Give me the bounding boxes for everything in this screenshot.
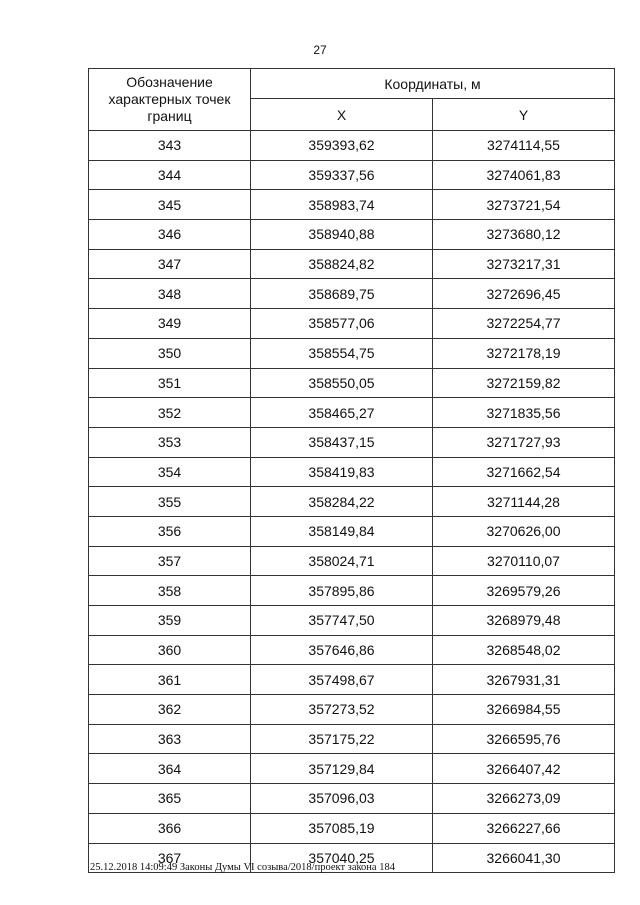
table-row — [89, 576, 615, 606]
cell-point: 357 — [89, 546, 251, 576]
cell-x: 358419,83 — [251, 457, 433, 487]
table-row — [89, 190, 615, 220]
table-row — [89, 784, 615, 814]
cell-point: 367 — [89, 843, 251, 873]
cell-x: 357175,22 — [251, 724, 433, 754]
footer-stamp: 25.12.2018 14:09:49 Законы Думы VI созыва/2018/проект закона 184 — [90, 862, 395, 873]
cell-x: 358983,74 — [251, 190, 433, 220]
cell-y: 3273721,54 — [433, 190, 615, 220]
cell-x: 357096,03 — [251, 784, 433, 814]
cell-y: 3268979,48 — [433, 606, 615, 636]
cell-x: 357040,25 — [251, 843, 433, 873]
cell-point: 346 — [89, 220, 251, 250]
table-row — [89, 724, 615, 754]
cell-point: 351 — [89, 368, 251, 398]
cell-y: 3271727,93 — [433, 427, 615, 457]
table-row — [89, 665, 615, 695]
cell-point: 343 — [89, 131, 251, 161]
cell-point: 364 — [89, 754, 251, 784]
cell-x: 358437,15 — [251, 427, 433, 457]
cell-y: 3268548,02 — [433, 635, 615, 665]
cell-x: 358465,27 — [251, 398, 433, 428]
table-row — [89, 220, 615, 250]
header-y: Y — [433, 99, 615, 131]
cell-x: 359337,56 — [251, 160, 433, 190]
cell-y: 3273680,12 — [433, 220, 615, 250]
cell-point: 363 — [89, 724, 251, 754]
cell-point: 349 — [89, 309, 251, 339]
table-row — [89, 606, 615, 636]
cell-x: 357273,52 — [251, 695, 433, 725]
cell-point: 350 — [89, 338, 251, 368]
header-designation: Обозначение характерных точек границ — [89, 69, 251, 131]
table-row — [89, 309, 615, 339]
cell-point: 361 — [89, 665, 251, 695]
header-x: X — [251, 99, 433, 131]
cell-point: 354 — [89, 457, 251, 487]
table-row — [89, 546, 615, 576]
cell-y: 3266984,55 — [433, 695, 615, 725]
cell-y: 3274114,55 — [433, 131, 615, 161]
cell-x: 358689,75 — [251, 279, 433, 309]
cell-y: 3272159,82 — [433, 368, 615, 398]
cell-x: 358284,22 — [251, 487, 433, 517]
table-row — [89, 249, 615, 279]
table-row — [89, 695, 615, 725]
cell-y: 3271662,54 — [433, 457, 615, 487]
cell-x: 358940,88 — [251, 220, 433, 250]
cell-x: 358149,84 — [251, 516, 433, 546]
cell-y: 3266595,76 — [433, 724, 615, 754]
cell-x: 358024,71 — [251, 546, 433, 576]
cell-y: 3266407,42 — [433, 754, 615, 784]
cell-x: 358577,06 — [251, 309, 433, 339]
cell-x: 357129,84 — [251, 754, 433, 784]
table-row — [89, 516, 615, 546]
cell-point: 360 — [89, 635, 251, 665]
cell-y: 3272254,77 — [433, 309, 615, 339]
cell-y: 3273217,31 — [433, 249, 615, 279]
table-row — [89, 368, 615, 398]
cell-y: 3271144,28 — [433, 487, 615, 517]
cell-x: 358554,75 — [251, 338, 433, 368]
table-row — [89, 487, 615, 517]
cell-point: 366 — [89, 813, 251, 843]
cell-point: 359 — [89, 606, 251, 636]
cell-x: 357646,86 — [251, 635, 433, 665]
cell-x: 359393,62 — [251, 131, 433, 161]
cell-x: 357085,19 — [251, 813, 433, 843]
cell-y: 3272696,45 — [433, 279, 615, 309]
cell-point: 365 — [89, 784, 251, 814]
cell-x: 358824,82 — [251, 249, 433, 279]
table-row — [89, 279, 615, 309]
table-row — [89, 398, 615, 428]
cell-x: 357747,50 — [251, 606, 433, 636]
table-body — [89, 131, 615, 873]
cell-point: 362 — [89, 695, 251, 725]
cell-y: 3266227,66 — [433, 813, 615, 843]
cell-point: 347 — [89, 249, 251, 279]
cell-y: 3266273,09 — [433, 784, 615, 814]
cell-y: 3270110,07 — [433, 546, 615, 576]
table-row — [89, 427, 615, 457]
page-number: 27 — [313, 43, 327, 57]
cell-x: 358550,05 — [251, 368, 433, 398]
table-row — [89, 457, 615, 487]
table-row — [89, 131, 615, 161]
table-row — [89, 160, 615, 190]
cell-point: 353 — [89, 427, 251, 457]
cell-y: 3271835,56 — [433, 398, 615, 428]
cell-y: 3272178,19 — [433, 338, 615, 368]
table-row — [89, 754, 615, 784]
table-row — [89, 813, 615, 843]
cell-point: 352 — [89, 398, 251, 428]
cell-point: 358 — [89, 576, 251, 606]
cell-x: 357498,67 — [251, 665, 433, 695]
cell-y: 3274061,83 — [433, 160, 615, 190]
header-coordinates: Координаты, м — [251, 69, 615, 99]
cell-point: 344 — [89, 160, 251, 190]
table-row — [89, 338, 615, 368]
cell-point: 348 — [89, 279, 251, 309]
cell-point: 356 — [89, 516, 251, 546]
cell-point: 355 — [89, 487, 251, 517]
cell-y: 3270626,00 — [433, 516, 615, 546]
cell-y: 3267931,31 — [433, 665, 615, 695]
cell-y: 3269579,26 — [433, 576, 615, 606]
cell-point: 345 — [89, 190, 251, 220]
coordinates-table — [88, 68, 615, 873]
cell-x: 357895,86 — [251, 576, 433, 606]
table-row — [89, 635, 615, 665]
cell-y: 3266041,30 — [433, 843, 615, 873]
